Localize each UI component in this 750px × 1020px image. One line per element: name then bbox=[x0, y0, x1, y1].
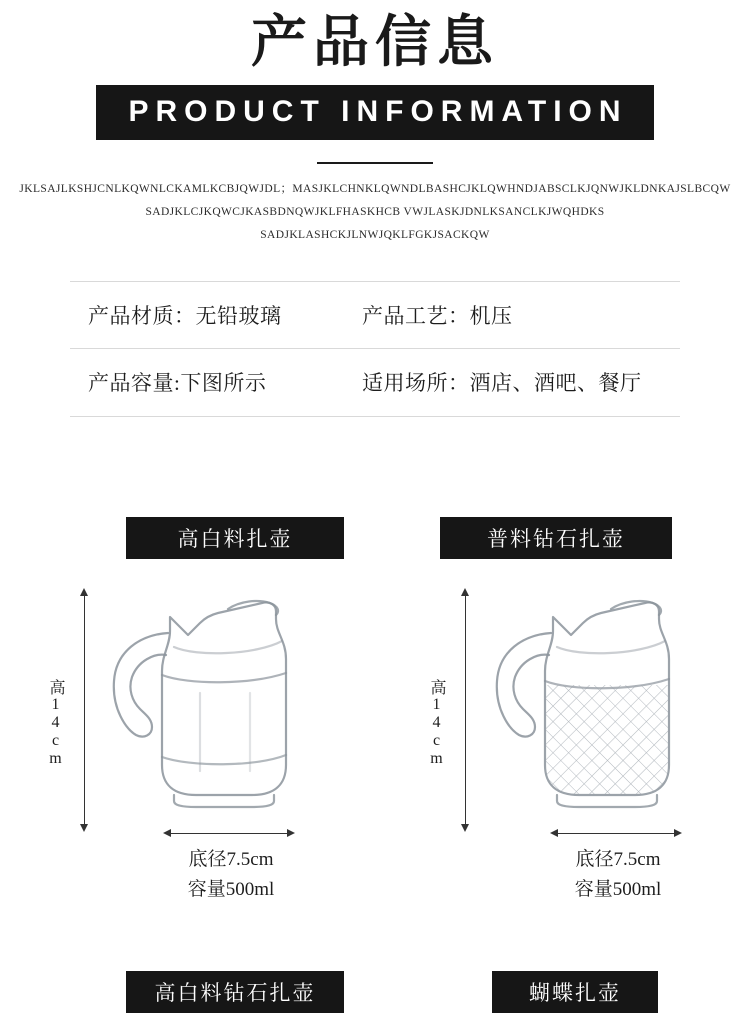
spec-row bbox=[70, 281, 680, 349]
capacity-label-right: 容量500ml bbox=[574, 879, 662, 901]
dimension-text-right bbox=[507, 845, 729, 906]
base-label-right: 底径7.5cm bbox=[575, 848, 661, 870]
height-label-left: 高14cm bbox=[47, 678, 64, 768]
product-tag-butterfly: 蝴蝶扎壶 bbox=[492, 971, 658, 1013]
dimension-text-left bbox=[120, 845, 342, 906]
product-figures bbox=[0, 583, 750, 953]
base-dimension-arrow-right bbox=[557, 833, 675, 834]
title-en-banner bbox=[0, 85, 750, 140]
spec-usage: 适用场所：酒店、酒吧、餐厅 bbox=[362, 371, 642, 396]
height-label-right: 高14cm bbox=[428, 678, 445, 768]
filler-text bbox=[0, 178, 750, 247]
product-tag-high-white: 高白料扎壶 bbox=[126, 517, 344, 559]
filler-text-line-1: JKLSAJLKSHJCNLKQWNLCKAMLKCBJQWJDL；MASJKLCHNKLQWNDLBASHCJKLQWHNDJABSCLKJQNWJKLDNKAJSLBCQW bbox=[19, 182, 731, 195]
spec-table bbox=[70, 281, 680, 417]
base-dimension-arrow-left bbox=[170, 833, 288, 834]
product-figure-left bbox=[0, 583, 375, 953]
height-dimension-arrow-right bbox=[465, 595, 466, 825]
spec-row bbox=[70, 349, 680, 417]
product-tag-row-top bbox=[0, 517, 750, 561]
product-figure-right bbox=[375, 583, 750, 953]
jug-illustration-plain bbox=[100, 589, 330, 829]
product-tag-diamond: 普料钻石扎壶 bbox=[440, 517, 672, 559]
filler-text-line-3: SADJKLASHCKJLNWJQKLFGKJSACKQW bbox=[260, 228, 490, 241]
capacity-label-left: 容量500ml bbox=[187, 879, 275, 901]
divider bbox=[317, 162, 433, 164]
product-tag-row-bottom bbox=[0, 971, 750, 1015]
spec-material: 产品材质：无铅玻璃 bbox=[88, 303, 282, 328]
page-title: 产品信息 bbox=[251, 10, 499, 73]
page-subtitle: PRODUCT INFORMATION bbox=[96, 85, 653, 140]
spec-capacity: 产品容量:下图所示 bbox=[88, 371, 267, 396]
base-label-left: 底径7.5cm bbox=[188, 848, 274, 870]
filler-text-line-2: SADJKLCJKQWCJKASBDNQWJKLFHASKHCB VWJLASKJDNLKSANCLKJWQHDKS bbox=[145, 205, 605, 218]
jug-illustration-diamond bbox=[483, 589, 713, 829]
product-tag-high-white-diamond: 高白料钻石扎壶 bbox=[126, 971, 344, 1013]
height-dimension-arrow-left bbox=[84, 595, 85, 825]
spec-process: 产品工艺：机压 bbox=[362, 303, 513, 328]
